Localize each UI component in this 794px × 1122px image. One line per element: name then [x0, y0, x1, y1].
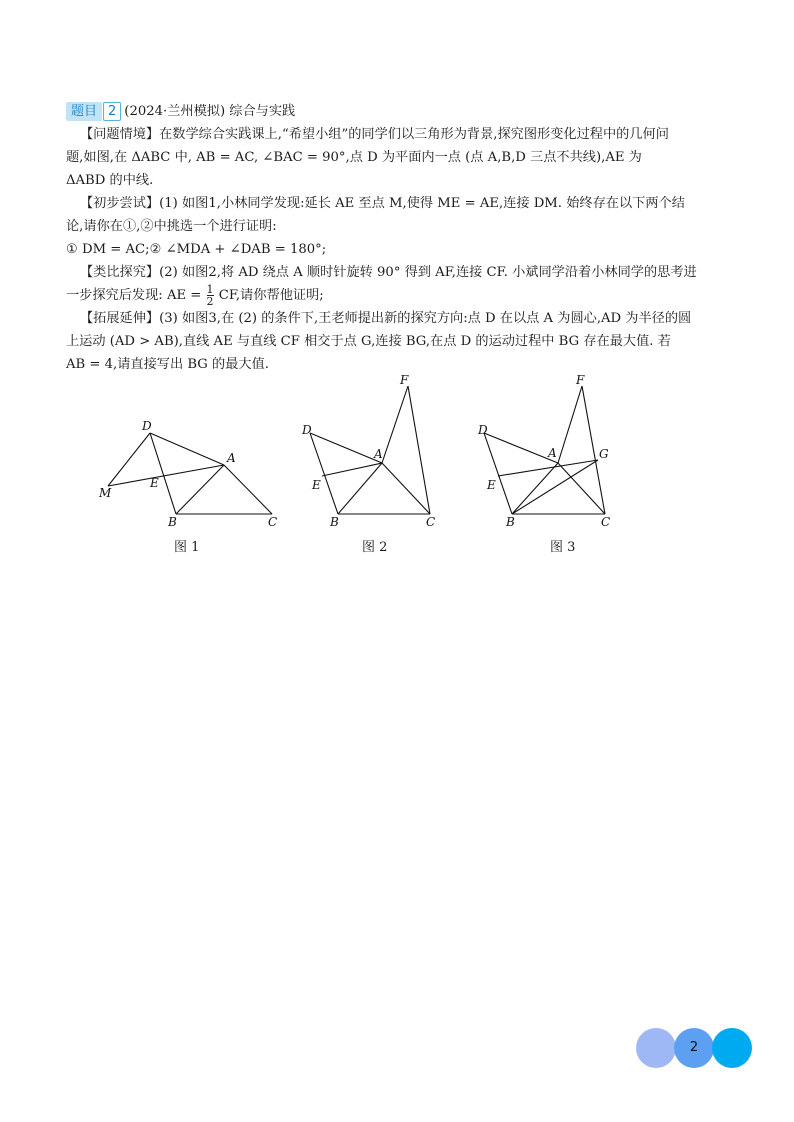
fig1-seg-DA: [150, 433, 224, 465]
fig2-label-F: F: [400, 373, 409, 387]
attempt-line-1: 【初步尝试】(1) 如图1,小林同学发现:延长 AE 至点 M,使得 ME = AE,连接 DM. 始终存在以下两个结: [80, 196, 685, 211]
fig3-label-A: A: [548, 446, 557, 460]
fig3-label-E: E: [487, 478, 496, 492]
fig2-seg-AF: [382, 386, 408, 463]
fig3-seg-DA: [484, 433, 558, 463]
problem-header: [66, 100, 736, 122]
fig2-label-E: E: [312, 478, 321, 492]
fig2-seg-DA: [310, 433, 382, 463]
extension-line-2: 上运动 (AD > AB),直线 AE 与直线 CF 相交于点 G,连接 BG,在点 D 的运动过程中 BG 存在最大值. 若: [66, 334, 671, 349]
fig1-label-E: E: [150, 476, 159, 490]
page-number: 2: [689, 1040, 699, 1055]
fig3-seg-DB: [484, 433, 512, 514]
context-line-1: 【问题情境】在数学综合实践课上,“希望小组”的同学们以三角形为背景,探究图形变化过程中的几何问: [80, 127, 669, 142]
fig1-seg-DB: [150, 433, 176, 514]
fraction-denominator: 2: [206, 295, 214, 308]
figure-3-caption: 图 3: [550, 540, 576, 555]
extension-line-3: AB = 4,请直接写出 BG 的最大值.: [66, 357, 269, 372]
fig1-seg-DM: [108, 433, 150, 486]
fig1-label-D: D: [142, 419, 152, 433]
problem-source: (2024·兰州模拟) 综合与实践: [124, 103, 296, 119]
context-line-2: 题,如图,在 ΔABC 中, AB = AC, ∠BAC = 90°,点 D 为平面内一点 (点 A,B,D 三点不共线),AE 为: [66, 150, 642, 165]
fig2-label-C: C: [426, 515, 436, 529]
fig1-seg-AC: [224, 465, 272, 514]
fig3-seg-AB: [512, 463, 558, 514]
attempt-line-2: 论,请你在①,②中挑选一个进行证明:: [66, 219, 277, 234]
problem-tag: 题目: [66, 102, 102, 121]
figures-area: [90, 366, 650, 566]
badge-circle-left: [636, 1028, 676, 1068]
figure-1: [108, 433, 272, 514]
fig1-label-A: A: [227, 451, 236, 465]
problem-number: 2: [103, 102, 121, 121]
fig1-label-B: B: [168, 515, 177, 529]
fig2-label-D: D: [302, 423, 312, 437]
figure-2-caption: 图 2: [362, 540, 388, 555]
fig3-label-B: B: [506, 515, 515, 529]
figure-3: [484, 386, 605, 514]
fig3-label-C: C: [601, 515, 611, 529]
badge-circle-right: [712, 1028, 752, 1068]
fig3-label-G: G: [599, 447, 609, 461]
context-line-3: ΔABD 的中线.: [66, 173, 154, 188]
extension-line-1: 【拓展延伸】(3) 如图3,在 (2) 的条件下,王老师提出新的探究方向:点 D 在以点 A 为圆心,AD 为半径的圆: [80, 311, 692, 326]
fraction-numerator: 1: [206, 283, 214, 296]
fig2-label-B: B: [330, 515, 339, 529]
attempt-line-3: ① DM = AC;② ∠MDA + ∠DAB = 180°;: [66, 242, 327, 257]
analogy-line-2a: 一步探究后发现: AE =: [66, 288, 202, 303]
fig1-label-C: C: [268, 515, 278, 529]
analogy-line-1: 【类比探究】(2) 如图2,将 AD 绕点 A 顺时针旋转 90° 得到 AF,连接 CF. 小斌同学沿着小林同学的思考进: [80, 265, 697, 280]
page-number-badge: [636, 1028, 752, 1068]
fig2-label-A: A: [374, 447, 383, 461]
fig3-label-F: F: [576, 373, 585, 387]
fraction-half: [207, 284, 214, 307]
figure-1-caption: 图 1: [174, 540, 200, 555]
analogy-line-2b: CF,请你帮他证明;: [218, 288, 324, 303]
figure-2: [310, 386, 430, 514]
analogy-line-2: [66, 284, 736, 307]
fig3-seg-BG: [512, 460, 598, 514]
fig1-label-M: M: [99, 486, 112, 500]
fig3-label-D: D: [478, 423, 488, 437]
fig3-seg-AF: [558, 386, 582, 463]
problem-content: [66, 100, 736, 376]
